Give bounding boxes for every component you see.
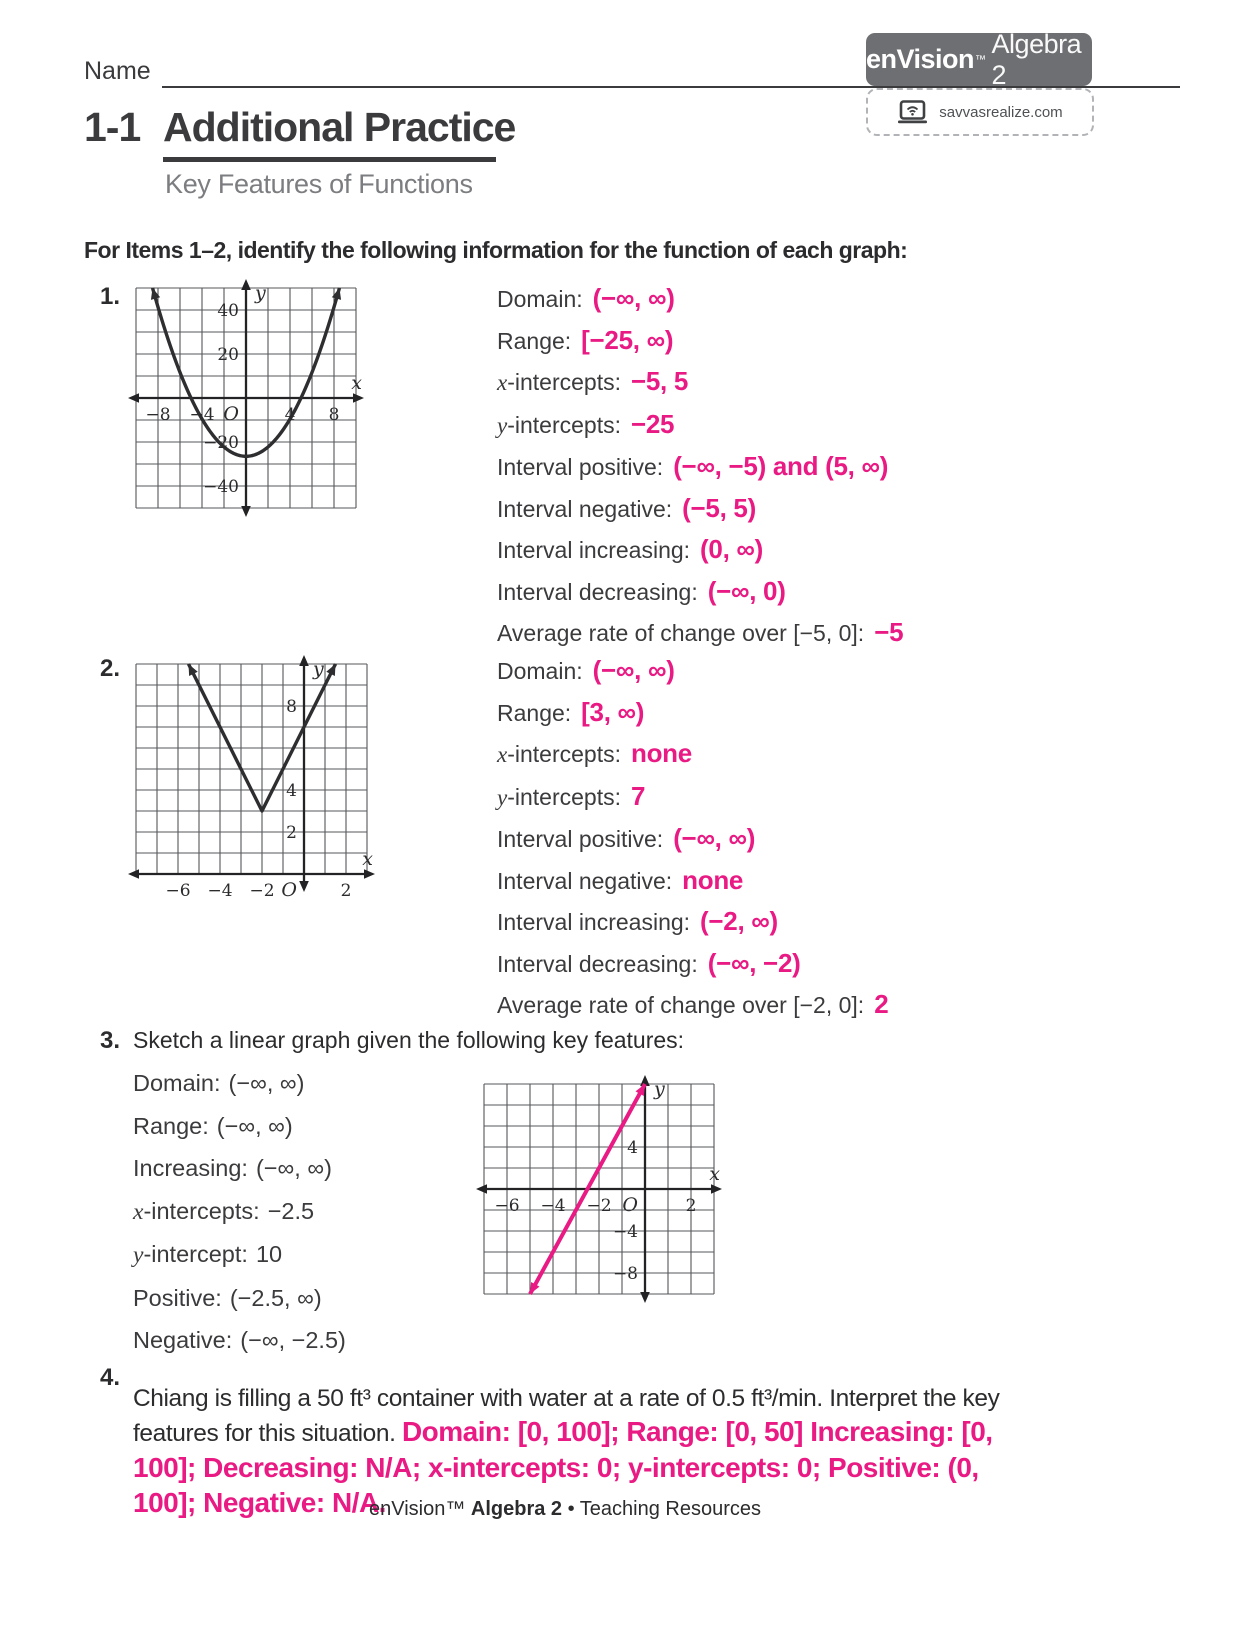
row-label: x-intercepts: bbox=[497, 741, 621, 767]
row-value: [3, ∞) bbox=[581, 696, 645, 727]
svg-text:−2: −2 bbox=[586, 1196, 612, 1216]
answer-row bbox=[497, 692, 1137, 734]
row-value: 2 bbox=[874, 989, 889, 1019]
item1-answer-list bbox=[497, 278, 1137, 654]
feature-row bbox=[133, 1062, 346, 1105]
logo-text-rest: Algebra 2 bbox=[991, 28, 1082, 90]
svg-text:−4: −4 bbox=[207, 881, 233, 901]
feature-row bbox=[133, 1147, 346, 1190]
svg-text:−2: −2 bbox=[249, 881, 275, 901]
row-label: Interval increasing: bbox=[497, 537, 691, 563]
row-value: −5, 5 bbox=[630, 366, 689, 396]
svg-text:−4: −4 bbox=[189, 405, 215, 425]
savvasrealize-box bbox=[866, 88, 1094, 136]
svg-text:−6: −6 bbox=[165, 881, 191, 901]
svg-text:−6: −6 bbox=[494, 1196, 520, 1216]
answer-row bbox=[497, 943, 1137, 985]
svg-text:2: 2 bbox=[286, 823, 297, 843]
feature-row bbox=[133, 1190, 346, 1234]
item3-feature-list bbox=[133, 1062, 346, 1362]
row-label: x-intercepts: bbox=[497, 369, 621, 395]
title-underline bbox=[163, 157, 496, 162]
row-value: 10 bbox=[255, 1241, 283, 1267]
page-subtitle: Key Features of Functions bbox=[165, 169, 473, 199]
trademark-mark: ™ bbox=[975, 53, 986, 66]
answer-row bbox=[497, 818, 1137, 860]
row-label: y-intercepts: bbox=[497, 783, 621, 810]
svg-text:4: 4 bbox=[627, 1138, 638, 1158]
row-value: (−∞, ∞) bbox=[255, 1155, 332, 1181]
svg-text:x: x bbox=[351, 372, 362, 394]
item2-number: 2. bbox=[100, 655, 121, 682]
logo-text-bold: enVision bbox=[866, 44, 975, 74]
svg-text:y: y bbox=[313, 658, 324, 680]
answer-row bbox=[497, 446, 1137, 488]
row-value: (0, ∞) bbox=[700, 534, 764, 564]
footer-pre: enVision™ bbox=[368, 1498, 471, 1520]
row-value: −2.5 bbox=[267, 1197, 315, 1224]
row-label: Range: bbox=[497, 699, 572, 726]
svg-text:x: x bbox=[709, 1163, 720, 1185]
row-value: (−∞, 0) bbox=[707, 575, 786, 606]
name-label: Name bbox=[84, 57, 151, 85]
row-value: (−∞, −2.5) bbox=[240, 1327, 346, 1353]
answer-row bbox=[497, 650, 1137, 692]
item1-parabola-graph bbox=[126, 276, 368, 520]
row-label: Interval negative: bbox=[497, 495, 673, 522]
row-label: Domain: bbox=[497, 658, 583, 684]
answer-row bbox=[497, 984, 1137, 1026]
svg-text:20: 20 bbox=[217, 345, 239, 365]
feature-row bbox=[133, 1233, 346, 1277]
instructions-text: For Items 1–2, identify the following information for the function of each graph: bbox=[84, 237, 908, 263]
feature-row bbox=[133, 1277, 346, 1320]
answer-row bbox=[497, 361, 1137, 404]
row-label: Interval positive: bbox=[497, 454, 664, 480]
row-label: Positive: bbox=[133, 1284, 222, 1311]
svg-text:2: 2 bbox=[340, 881, 352, 901]
row-value: none bbox=[682, 864, 744, 895]
envision-logo bbox=[866, 28, 1092, 90]
laptop-wifi-icon bbox=[897, 100, 928, 124]
row-label: Interval increasing: bbox=[497, 909, 691, 935]
item3-number: 3. bbox=[100, 1027, 121, 1054]
page-footer bbox=[0, 1498, 1130, 1521]
svg-text:−8: −8 bbox=[145, 405, 171, 425]
svg-text:y: y bbox=[255, 282, 266, 304]
svg-text:−4: −4 bbox=[612, 1222, 638, 1242]
page-title: Additional Practice bbox=[163, 104, 516, 150]
row-value: (−∞, ∞) bbox=[673, 823, 756, 853]
svg-text:O: O bbox=[223, 403, 239, 425]
item4-answer: Domain: [0, 100]; Range: [0, 50] Increasing: [0, 100]; Decreasing: N/A; x-intercepts: 0; y-intercepts: 0; Positive: (0, 100]; Negative: N/A. bbox=[133, 1416, 993, 1519]
row-value: −5 bbox=[874, 617, 904, 647]
svg-text:y: y bbox=[654, 1078, 665, 1100]
svg-text:2: 2 bbox=[685, 1196, 697, 1216]
row-value: (−∞, ∞) bbox=[216, 1112, 293, 1139]
row-value: none bbox=[630, 738, 692, 768]
svg-text:−4: −4 bbox=[540, 1196, 566, 1216]
svg-text:−8: −8 bbox=[612, 1264, 638, 1284]
row-value: [−25, ∞) bbox=[581, 324, 674, 355]
row-label: Interval positive: bbox=[497, 826, 664, 852]
savvasrealize-url: savvasrealize.com bbox=[939, 103, 1063, 121]
item1-number: 1. bbox=[100, 283, 121, 310]
answer-row bbox=[497, 612, 1137, 654]
item4-prompt: Chiang is filling a 50 ft³ container with water at a rate of 0.5 ft³/min. Interpret the key features for this situation. bbox=[133, 1384, 1000, 1448]
row-label: Domain: bbox=[133, 1070, 221, 1096]
row-label: Increasing: bbox=[133, 1155, 248, 1181]
answer-row bbox=[497, 278, 1137, 320]
svg-text:8: 8 bbox=[328, 405, 340, 425]
row-value: (−2, ∞) bbox=[700, 906, 778, 936]
item3-sketched-line-graph bbox=[474, 1072, 728, 1306]
row-value: −25 bbox=[630, 408, 675, 439]
row-label: Average rate of change over [−5, 0]: bbox=[497, 620, 865, 646]
row-value: (−∞, ∞) bbox=[228, 1070, 305, 1096]
row-label: y-intercept: bbox=[133, 1241, 248, 1268]
row-label: Range: bbox=[497, 327, 572, 354]
row-value: (−2.5, ∞) bbox=[229, 1284, 322, 1311]
footer-post: • Teaching Resources bbox=[562, 1498, 762, 1520]
answer-row bbox=[497, 733, 1137, 776]
answer-row bbox=[497, 488, 1137, 530]
feature-row bbox=[133, 1319, 346, 1362]
row-label: Interval decreasing: bbox=[497, 578, 698, 605]
answer-row bbox=[497, 860, 1137, 902]
row-label: y-intercepts: bbox=[497, 411, 621, 438]
row-value: (−∞, ∞) bbox=[592, 655, 675, 685]
row-label: Range: bbox=[133, 1112, 209, 1139]
svg-text:O: O bbox=[622, 1194, 638, 1216]
answer-row bbox=[497, 320, 1137, 362]
answer-row bbox=[497, 901, 1137, 943]
row-label: Interval decreasing: bbox=[497, 950, 698, 977]
row-value: (−∞, −5) and (5, ∞) bbox=[673, 451, 889, 481]
svg-text:8: 8 bbox=[286, 697, 297, 717]
svg-text:40: 40 bbox=[217, 301, 239, 321]
item4-number: 4. bbox=[100, 1364, 121, 1391]
row-value: (−∞, ∞) bbox=[592, 283, 675, 313]
svg-text:−40: −40 bbox=[203, 477, 239, 497]
row-label: x-intercepts: bbox=[133, 1197, 260, 1225]
item2-answer-list bbox=[497, 650, 1137, 1026]
answer-row bbox=[497, 529, 1137, 571]
svg-text:4: 4 bbox=[284, 405, 296, 425]
row-value: (−∞, −2) bbox=[707, 947, 801, 978]
svg-text:4: 4 bbox=[286, 781, 297, 801]
svg-text:−20: −20 bbox=[203, 433, 239, 453]
lesson-number: 1-1 bbox=[84, 104, 141, 150]
answer-row bbox=[497, 571, 1137, 613]
row-value: 7 bbox=[630, 780, 646, 811]
row-label: Average rate of change over [−2, 0]: bbox=[497, 992, 865, 1018]
footer-bold: Algebra 2 bbox=[470, 1498, 563, 1520]
feature-row bbox=[133, 1105, 346, 1148]
answer-row bbox=[497, 404, 1137, 447]
row-label: Negative: bbox=[133, 1327, 233, 1353]
answer-row bbox=[497, 776, 1137, 819]
row-label: Domain: bbox=[497, 286, 583, 312]
svg-text:O: O bbox=[281, 879, 297, 901]
row-value: (−5, 5) bbox=[682, 492, 756, 523]
item2-absolute-value-graph bbox=[126, 652, 379, 904]
svg-text:x: x bbox=[362, 848, 373, 870]
row-label: Interval negative: bbox=[497, 867, 673, 894]
item3-prompt: Sketch a linear graph given the following key features: bbox=[133, 1027, 685, 1053]
